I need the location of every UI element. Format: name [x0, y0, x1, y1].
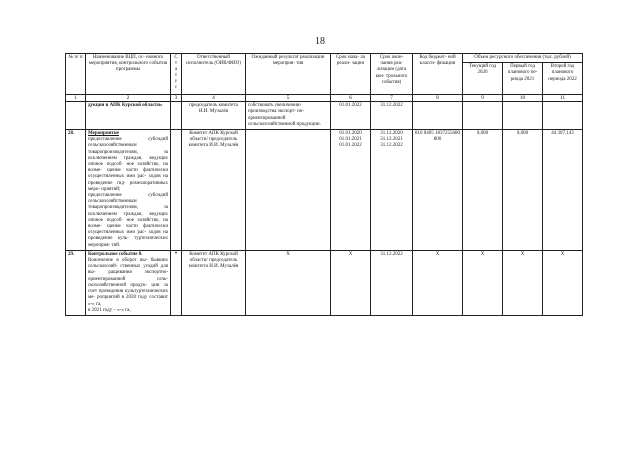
- table-row-continuation: [66, 102, 583, 130]
- header-budget: Код бюджет- ной класси- фикации: [413, 54, 463, 95]
- header-no: № п/ п: [66, 54, 86, 95]
- row28-executor: Комитет АПК Курской области/ председатель комитета И.И. Музалёв: [182, 130, 246, 251]
- table-row-28: [66, 130, 583, 251]
- colnum: 1: [66, 95, 86, 102]
- colnum: 8: [413, 95, 463, 102]
- colnum: 6: [331, 95, 371, 102]
- row28-budget-code: 810 0405 1837255680 800: [413, 130, 463, 251]
- row28-number: 28.: [66, 130, 86, 251]
- header-year-2020: Текущий год 2020: [463, 63, 503, 95]
- header-name: Наименование ВЦП, ос- новного мероприятия, контрольного события программы: [86, 54, 171, 95]
- row29-body: Вовлечение в оборот вы- бывших сельскохозяй- ственных угодий для вы- ращивания экспортно- ориентированной сель- скохозяйственной продук- ции за счет проведения культуртехнических ме- роприятий в 2020 году составит «-» га,: [88, 258, 168, 307]
- colnum: 4: [182, 95, 246, 102]
- row29-budget-code: Х: [413, 250, 463, 315]
- row28-body2: предоставление субсидий сельскохозяйственным товаропроизводителям, за исключением граждан, ведущих личное подсоб- ное хозяйство, на возме- щение части фактически осуществленных ими рас- ходов на проведение куль- туртехнических мероприя- тий.: [88, 193, 168, 248]
- row28-title: Мероприятие: [88, 131, 119, 137]
- cont-start: 01.01.2022: [331, 102, 371, 130]
- row29-executor: Комитет АПК Курской области/ председатель комитета И.И. Музалёв: [182, 250, 246, 315]
- colnum: 9: [463, 95, 503, 102]
- colnum: 2: [86, 95, 171, 102]
- row29-description: [86, 250, 171, 315]
- program-table: [65, 53, 583, 316]
- row29-body-last: в 2021 году – «-» га,: [88, 307, 131, 313]
- row29-title: Контрольное событие 8.: [88, 251, 143, 257]
- header-year-2021: Первый год планового пе- риода 2021: [503, 63, 543, 95]
- table-row-29: [66, 250, 583, 315]
- header-status: С т а т у с: [171, 54, 182, 95]
- row29-start: Х: [331, 250, 371, 315]
- colnum: 11: [543, 95, 583, 102]
- header-resource: Объем ресурсного обеспечения (тыс. рублей): [463, 54, 583, 63]
- colnum: 7: [371, 95, 413, 102]
- row29-amount-2021: Х: [503, 250, 543, 315]
- header-result: Ожидаемый результат реализации мероприя- тия: [246, 54, 331, 95]
- header-start: Срок нача- ла реали- зации: [331, 54, 371, 95]
- row29-end: 31.12.2022: [371, 250, 413, 315]
- row28-amount-2020: 0,000: [463, 130, 503, 251]
- row28-description: [86, 130, 171, 251]
- cont-end: 31.12.2022: [371, 102, 413, 130]
- cont-executor: председатель комитета И.И. Музалёв: [182, 102, 246, 130]
- cont-result: собствовать увеличению производства экспорт- но-ориентированной сельскохозяйственной продукции.: [246, 102, 331, 130]
- cont-name: дукция в АПК Курской области»: [86, 102, 171, 130]
- row29-number: 29.: [66, 250, 86, 315]
- column-numbers-row: [66, 95, 583, 102]
- header-row: [66, 54, 583, 63]
- row28-amount-2022: 44 307,143: [543, 130, 583, 251]
- page-number: 18: [315, 36, 325, 47]
- header-year-2022: Второй год планового периода 2022: [543, 63, 583, 95]
- row29-result: Х: [246, 250, 331, 315]
- header-executor: Ответственный исполнитель (ОИВ/ФИО): [182, 54, 246, 95]
- colnum: 10: [503, 95, 543, 102]
- row29-status: *: [171, 250, 182, 315]
- row29-amount-2020: Х: [463, 250, 503, 315]
- colnum: 3: [171, 95, 182, 102]
- colnum: 5: [246, 95, 331, 102]
- row28-amount-2021: 0,000: [503, 130, 543, 251]
- row28-start: 01.01.2020 01.01.2021 01.01.2022: [331, 130, 371, 251]
- row28-body1: предоставление субсидий сельскохозяйственным товаропроизводителям, за исключением граждан, ведущих личное подсоб- ное хозяйство, на возме- щение части фактически осуществленных ими рас- ходов на проведение гид- ромелиоративных меро- приятий;: [88, 137, 168, 192]
- header-end: Срок окон- чания реа- лизации (дата кон- трольного события): [371, 54, 413, 95]
- row28-end: 31.12.2020 31.12.2021 31.12.2022: [371, 130, 413, 251]
- row29-amount-2022: Х: [543, 250, 583, 315]
